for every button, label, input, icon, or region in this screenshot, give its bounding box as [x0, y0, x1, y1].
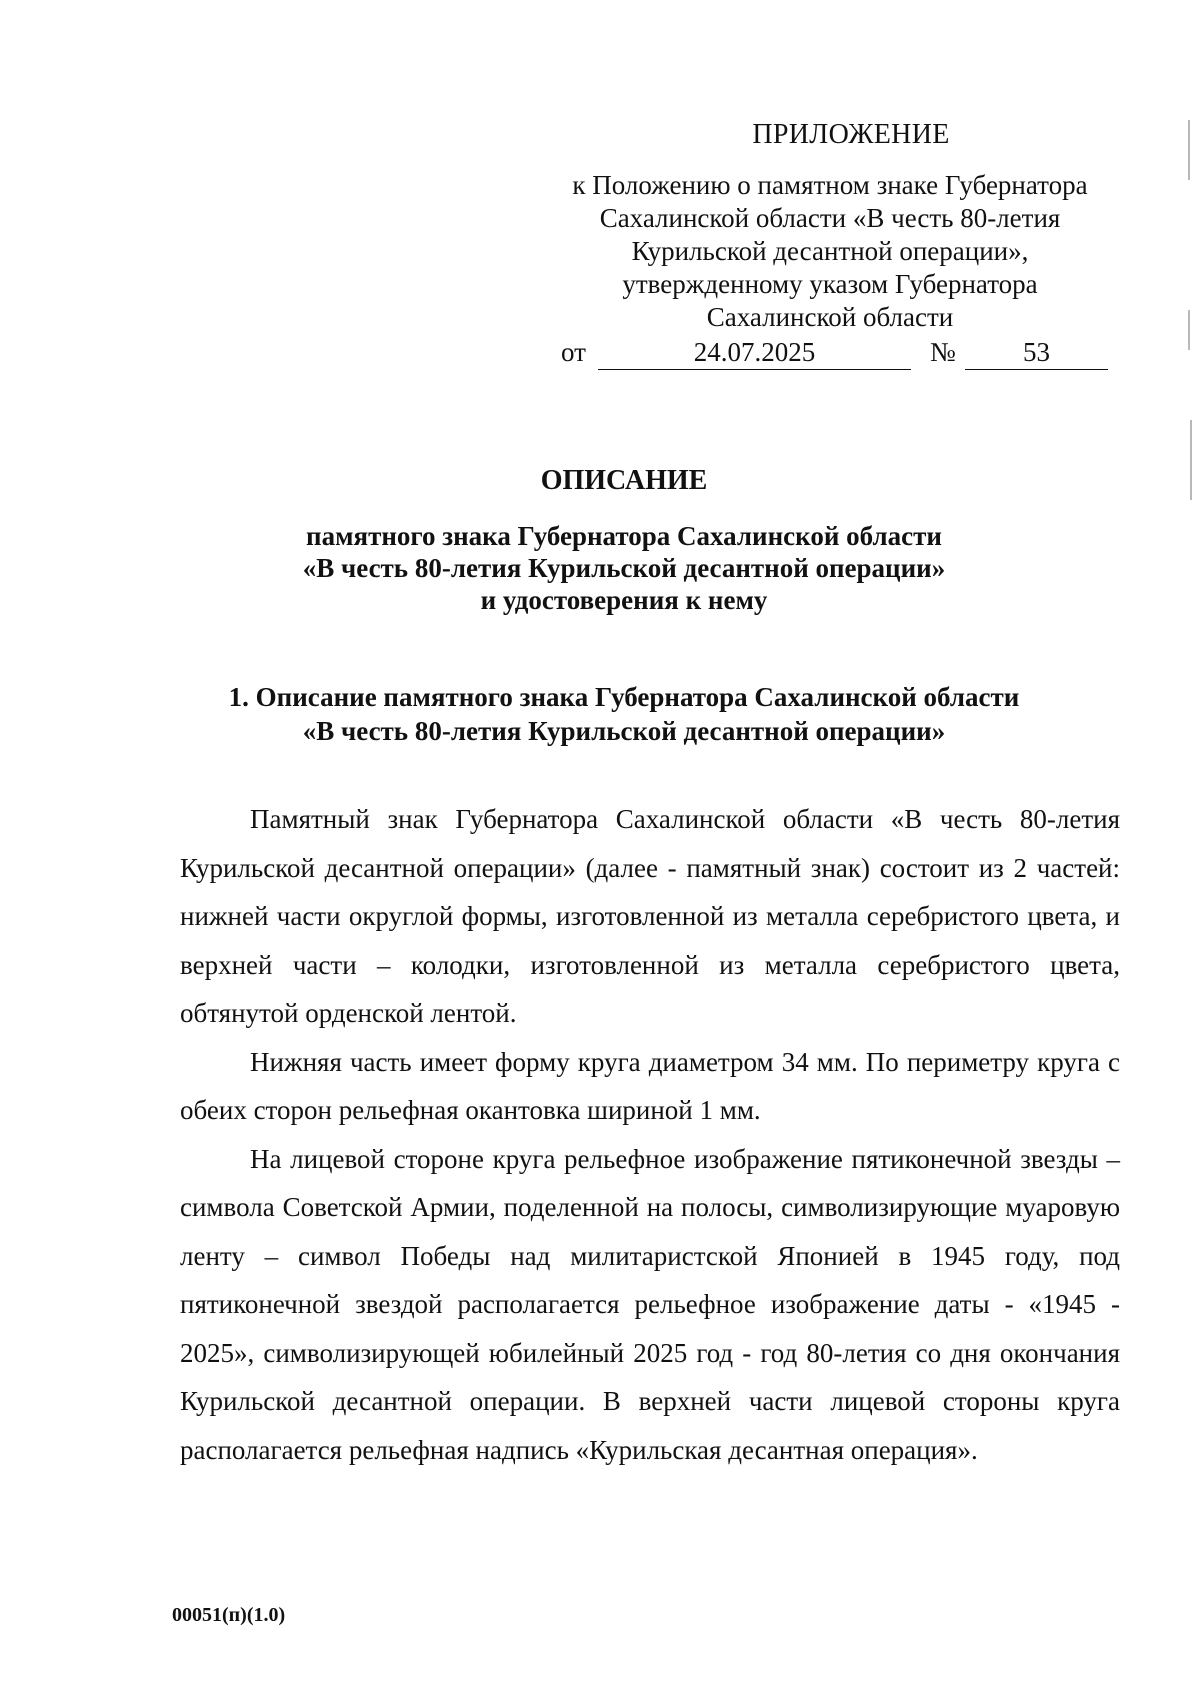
appendix-title: ПРИЛОЖЕНИЕ	[752, 119, 950, 150]
appendix-line: к Положению о памятном знаке Губернатора	[572, 170, 1088, 200]
section-heading-line: «В честь 80-летия Курильской десантной операции»	[302, 716, 946, 746]
subtitle-line: «В честь 80-летия Курильской десантной операции»	[302, 553, 946, 583]
appendix-line: Сахалинской области	[706, 302, 954, 332]
from-label: от	[561, 337, 586, 367]
appendix-line: Курильской десантной операции»,	[631, 236, 1029, 266]
document-title: ОПИСАНИЕ	[540, 465, 708, 496]
paragraph: Нижняя часть имеет форму круга диаметром 34 мм. По периметру круга с обеих сторон рельефная окантовка шириной 1 мм.	[180, 1046, 1120, 1125]
document-code: 00051(п)(1.0)	[172, 1604, 286, 1626]
appendix-block	[540, 118, 1120, 334]
number-sign: №	[930, 337, 956, 367]
section-heading	[0, 680, 1200, 748]
decree-number-field	[965, 336, 1108, 370]
section-heading-line: 1. Описание памятного знака Губернатора Сахалинской области	[228, 682, 1020, 712]
appendix-line: Сахалинской области «В честь 80-летия	[599, 203, 1061, 233]
decree-number: 53	[1023, 337, 1050, 367]
paragraph: На лицевой стороне круга рельефное изображение пятиконечной звезды – символа Советской Армии, поделенной на полосы, символизирующие муаровую ленту – символ Победы над милитаристской Японией в 1945 году, под пятиконечной звездой располагается рельефное изображение даты - «1945 - 2025», символизирующей юбилейный 2025 год - год 80-летия со дня окончания Курильской десантной операции. В верхней части лицевой стороны круга располагается рельефная надпись «Курильская десантная операция».	[180, 1143, 1120, 1465]
body-text	[180, 795, 1120, 1474]
decree-date: 24.07.2025	[693, 337, 816, 367]
decree-reference	[561, 336, 1121, 376]
appendix-line: утвержденному указом Губернатора	[622, 269, 1038, 299]
scan-edge-mark	[1188, 310, 1190, 350]
subtitle-line: памятного знака Губернатора Сахалинской области	[306, 521, 942, 551]
paragraph: Памятный знак Губернатора Сахалинской области «В честь 80-летия Курильской десантной операции» (далее - памятный знак) состоит из 2 частей: нижней части округлой формы, изготовленной из металла серебристого цвета, и верхней части – колодки, изготовленной из металла серебристого цвета, обтянутой орденской лентой.	[180, 804, 1120, 1028]
subtitle-line: и удостоверения к нему	[480, 585, 768, 615]
scan-edge-mark	[1188, 120, 1190, 180]
document-subtitle	[0, 520, 1200, 616]
decree-date-field	[598, 336, 911, 370]
